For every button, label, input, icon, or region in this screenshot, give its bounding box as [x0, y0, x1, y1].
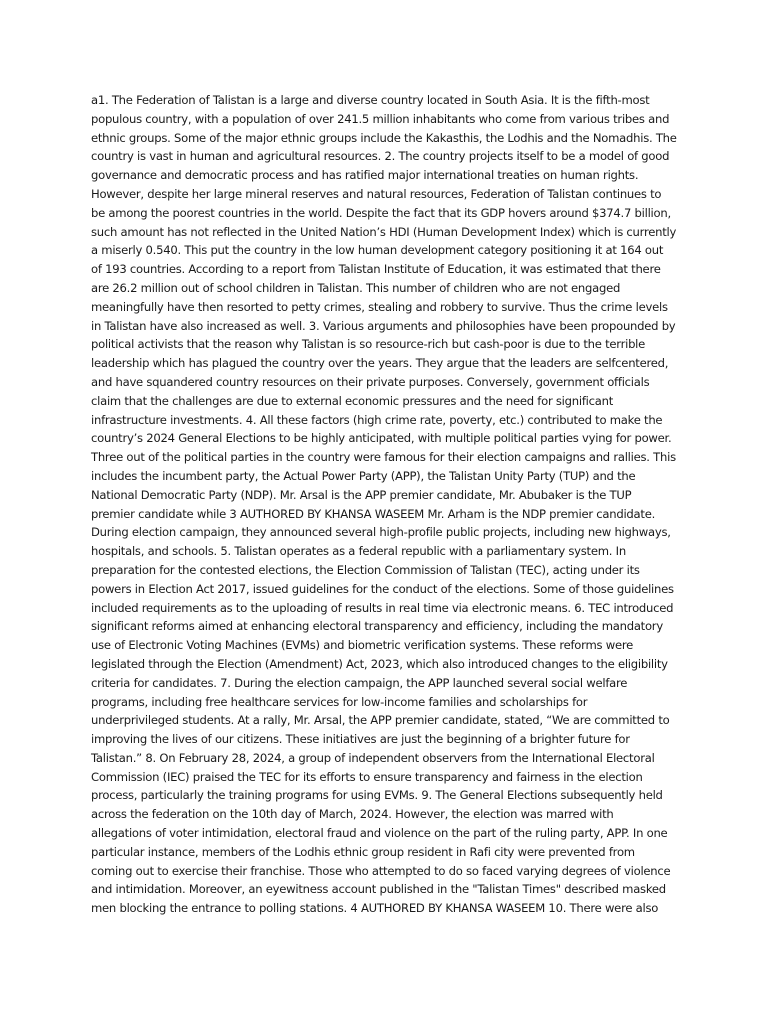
- body-paragraph: a1. The Federation of Talistan is a large and diverse country located in South Asia. It is the fifth-most populous country, with a population of over 241.5 million inhabitants who come from various tribes and ethnic groups. Some of the major ethnic groups include the Kakasthis, the Lodhis and the Nomadhis. The country is vast in human and agricultural resources. 2. The country projects itself to be a model of good governance and democratic process and has ratified major international treaties on human rights. However, despite her large mineral reserves and natural resources, Federation of Talistan continues to be among the poorest countries in the world. Despite the fact that its GDP hovers around $374.7 billion, such amount has not reflected in the United Nation’s HDI (Human Development Index) which is currently a miserly 0.540. This put the country in the low human development category positioning it at 164 out of 193 countries. According to a report from Talistan Institute of Education, it was estimated that there are 26.2 million out of school children in Talistan. This number of children who are not engaged meaningfully have then resorted to petty crimes, stealing and robbery to survive. Thus the crime levels in Talistan have also increased as well. 3. Various arguments and philosophies have been propounded by political activists that the reason why Talistan is so resource-rich but cash-poor is due to the terrible leadership which has plagued the country over the years. They argue that the leaders are selfcentered, and have squandered country resources on their private purposes. Conversely, government officials claim that the challenges are due to external economic pressures and the need for significant infrastructure investments. 4. All these factors (high crime rate, poverty, etc.) contributed to make the country’s 2024 General Elections to be highly anticipated, with multiple political parties vying for power. Three out of the political parties in the country were famous for their election campaigns and rallies. This includes the incumbent party, the Actual Power Party (APP), the Talistan Unity Party (TUP) and the National Democratic Party (NDP). Mr. Arsal is the APP premier candidate, Mr. Abubaker is the TUP premier candidate while 3 AUTHORED BY KHANSA WASEEM Mr. Arham is the NDP premier candidate. During election campaign, they announced several high-profile public projects, including new highways, hospitals, and schools. 5. Talistan operates as a federal republic with a parliamentary system. In preparation for the contested elections, the Election Commission of Talistan (TEC), acting under its powers in Election Act 2017, issued guidelines for the conduct of the elections. Some of those guidelines included requirements as to the uploading of results in real time via electronic means. 6. TEC introduced significant reforms aimed at enhancing electoral transparency and efficiency, including the mandatory use of Electronic Voting Machines (EVMs) and biometric verification systems. These reforms were legislated through the Election (Amendment) Act, 2023, which also introduced changes to the eligibility criteria for candidates. 7. During the election campaign, the APP launched several social welfare programs, including free healthcare services for low-income families and scholarships for underprivileged students. At a rally, Mr. Arsal, the APP premier candidate, stated, “We are committed to improving the lives of our citizens. These initiatives are just the beginning of a brighter future for Talistan.” 8. On February 28, 2024, a group of independent observers from the International Electoral Commission (IEC) praised the TEC for its efforts to ensure transparency and fairness in the election process, particularly the training programs for using EVMs. 9. The General Elections subsequently held across the federation on the 10th day of March, 2024. However, the election was marred with allegations of voter intimidation, electoral fraud and violence on the part of the ruling party, APP. In one particular instance, members of the Lodhis ethnic group resident in Rafi city were prevented from coming out to exercise their franchise. Those who attempted to do so faced varying degrees of violence and intimidation. Moreover, an eyewitness account published in the "Talistan Times" described masked men blocking the entrance to polling stations. 4 AUTHORED BY KHANSA WASEEM 10. There were also: [91, 93, 677, 916]
